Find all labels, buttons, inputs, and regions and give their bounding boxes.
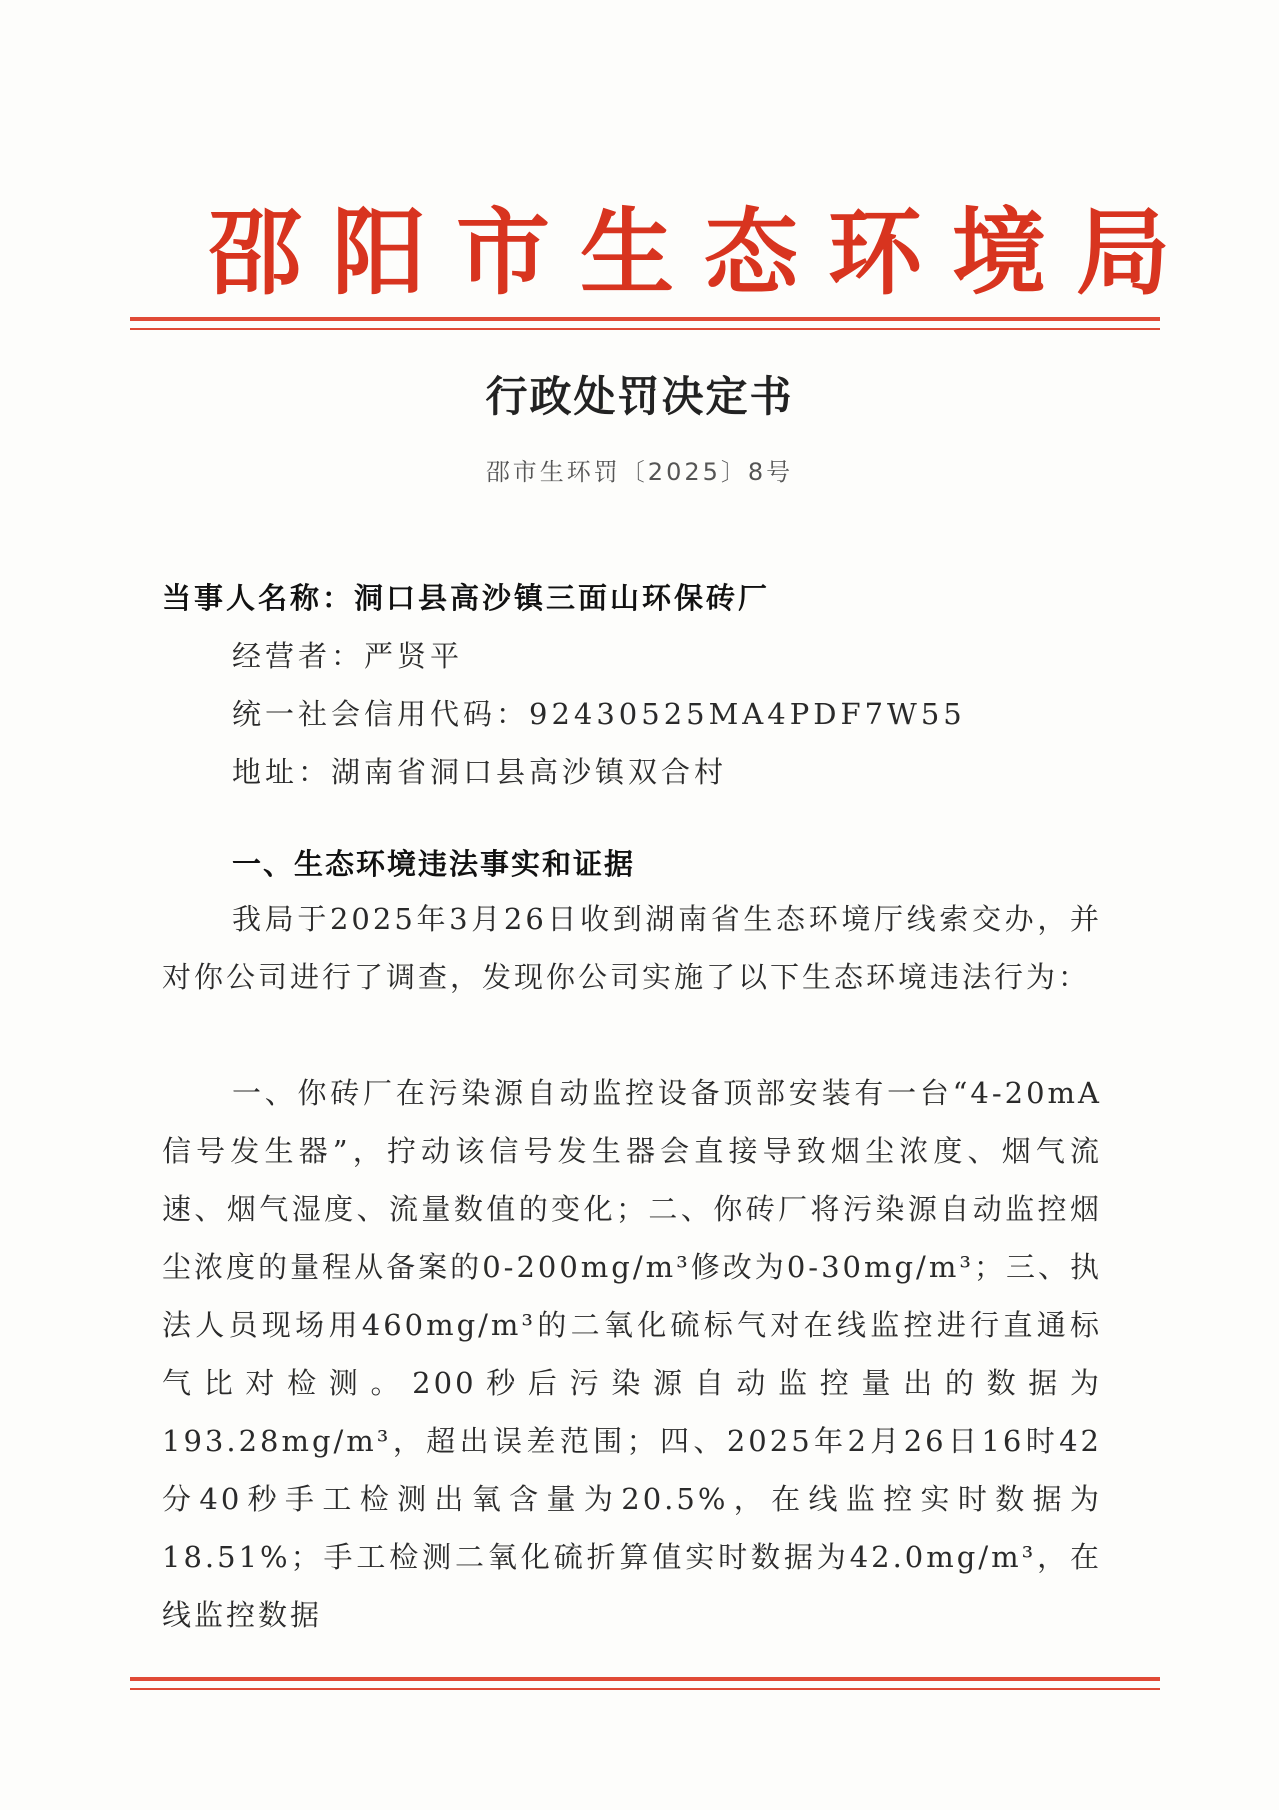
- party-operator: 经营者：严贤平: [232, 639, 464, 673]
- party-address: 地址：湖南省洞口县高沙镇双合村: [232, 755, 728, 789]
- facts-paragraph-violations: 一、你砖厂在污染源自动监控设备顶部安装有一台“4-20mA信号发生器”，拧动该信号发生器会直接导致烟尘浓度、烟气流速、烟气湿度、流量数值的变化；二、你砖厂将污染源自动监控烟尘浓度的量程从备案的0-200mg/m³修改为0-30mg/m³；三、执法人员现场用460mg/m³的二氧化硫标气对在线监控进行直通标气比对检测。200秒后污染源自动监控量出的数据为193.28mg/m³，超出误差范围；四、2025年2月26日16时42分40秒手工检测出氧含量为20.5%，在线监控实时数据为18.51%；手工检测二氧化硫折算值实时数据为42.0mg/m³，在线监控数据: [162, 1076, 1102, 1632]
- document-number: 邵市生环罚〔2025〕8号: [485, 458, 794, 486]
- footer-rule-thick: [130, 1677, 1160, 1681]
- party-credit-code: 统一社会信用代码：92430525MA4PDF7W55: [232, 697, 966, 731]
- facts-paragraph-intro: 我局于2025年3月26日收到湖南省生态环境厅线索交办，并对你公司进行了调查，发现你公司实施了以下生态环境违法行为：: [162, 902, 1102, 994]
- letterhead-rule-thin: [130, 328, 1160, 330]
- document-title: 行政处罚决定书: [485, 372, 794, 421]
- agency-letterhead: 邵阳市生态环境局: [208, 198, 1201, 308]
- letterhead-rule-thick: [130, 317, 1160, 321]
- footer-rule-thin: [130, 1688, 1160, 1690]
- party-name: 当事人名称：洞口县高沙镇三面山环保砖厂: [162, 581, 771, 615]
- section-heading-facts: 一、生态环境违法事实和证据: [232, 847, 636, 881]
